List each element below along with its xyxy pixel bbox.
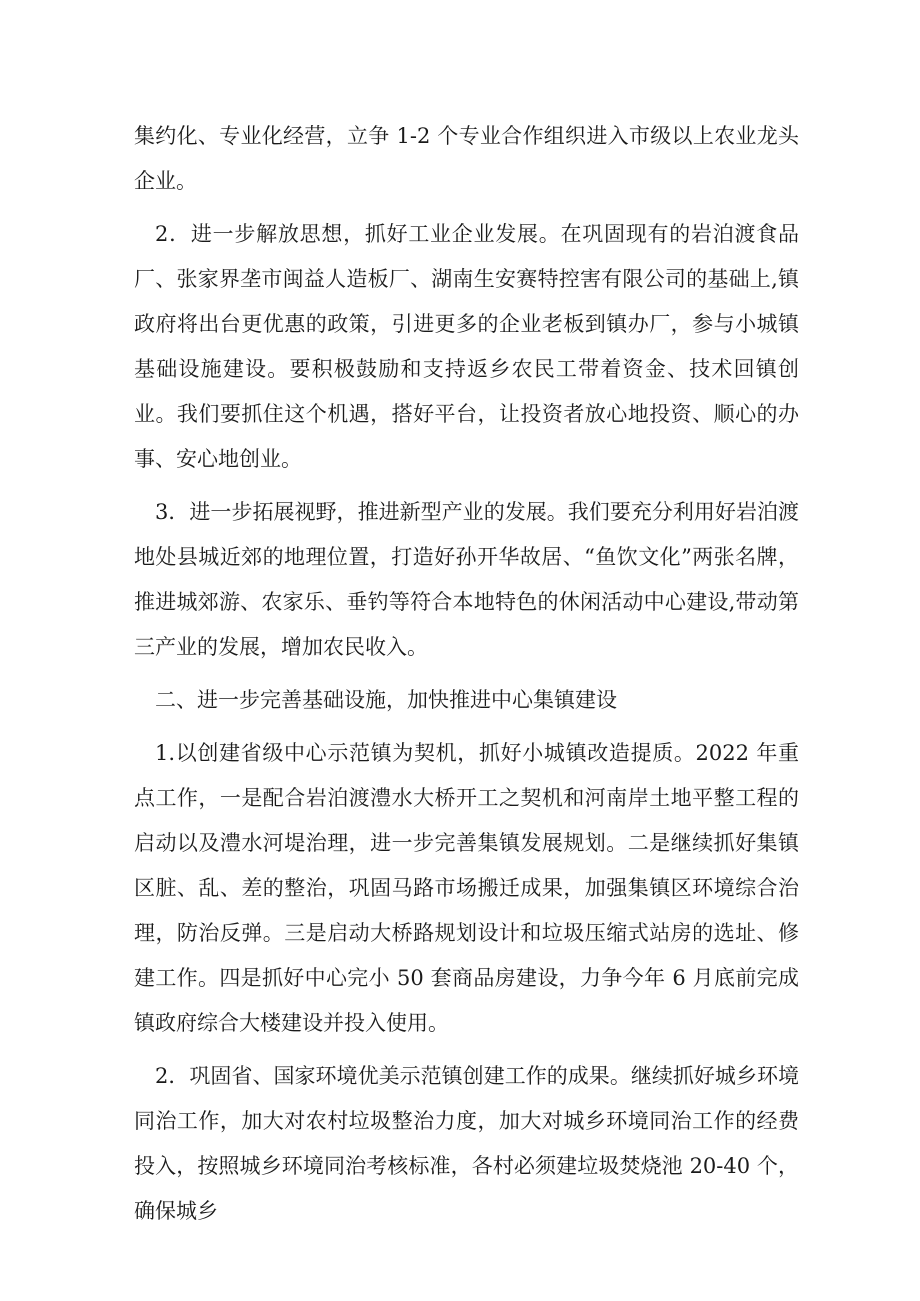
paragraph-item-new-industry: 3．进一步拓展视野，推进新型产业的发展。我们要充分利用好岩泊渡地处县城近郊的地理位置，打造好孙开华故居、“鱼饮文化”两张名牌，推进城郊游、农家乐、垂钓等符合本地特色的休闲活动中心建设,带动第三产业的发展，增加农民收入。 bbox=[134, 500, 799, 659]
paragraph-item-town-upgrade: 1.以创建省级中心示范镇为契机，抓好小城镇改造提质。2022 年重点工作，一是配合岩泊渡澧水大桥开工之契机和河南岸土地平整工程的启动以及澧水河堤治理，进一步完善集镇发展规划。二是继续抓好集镇区脏、乱、差的整治，巩固马路市场搬迁成果，加强集镇区环境综合治理，防治反弹。三是启动大桥路规划设计和垃圾压缩式站房的选址、修建工作。四是抓好中心完小 50 套商品房建设，力争今年 6 月底前完成镇政府综合大楼建设并投入使用。 bbox=[134, 741, 799, 1035]
document-body bbox=[134, 114, 799, 1242]
paragraph-item-environment: 2．巩固省、国家环境优美示范镇创建工作的成果。继续抓好城乡环境同治工作，加大对农村垃圾整治力度，加大对城乡环境同治工作的经费投入，按照城乡环境同治考核标准，各村必须建垃圾焚烧池 20-40 个，确保城乡 bbox=[134, 1064, 799, 1223]
section-heading-infrastructure: 二、进一步完善基础设施，加快推进中心集镇建设 bbox=[155, 688, 617, 712]
paragraph-item-industry: 2．进一步解放思想，抓好工业企业发展。在巩固现有的岩泊渡食品厂、张家界垄市闽益人造板厂、湖南生安赛特控害有限公司的基础上,镇政府将出台更优惠的政策，引进更多的企业老板到镇办厂，参与小城镇基础设施建设。要积极鼓励和支持返乡农民工带着资金、技术回镇创业。我们要抓住这个机遇，搭好平台，让投资者放心地投资、顺心的办事、安心地创业。 bbox=[134, 222, 799, 471]
paragraph-continuation: 集约化、专业化经营，立争 1-2 个专业合作组织进入市级以上农业龙头企业。 bbox=[134, 124, 799, 193]
